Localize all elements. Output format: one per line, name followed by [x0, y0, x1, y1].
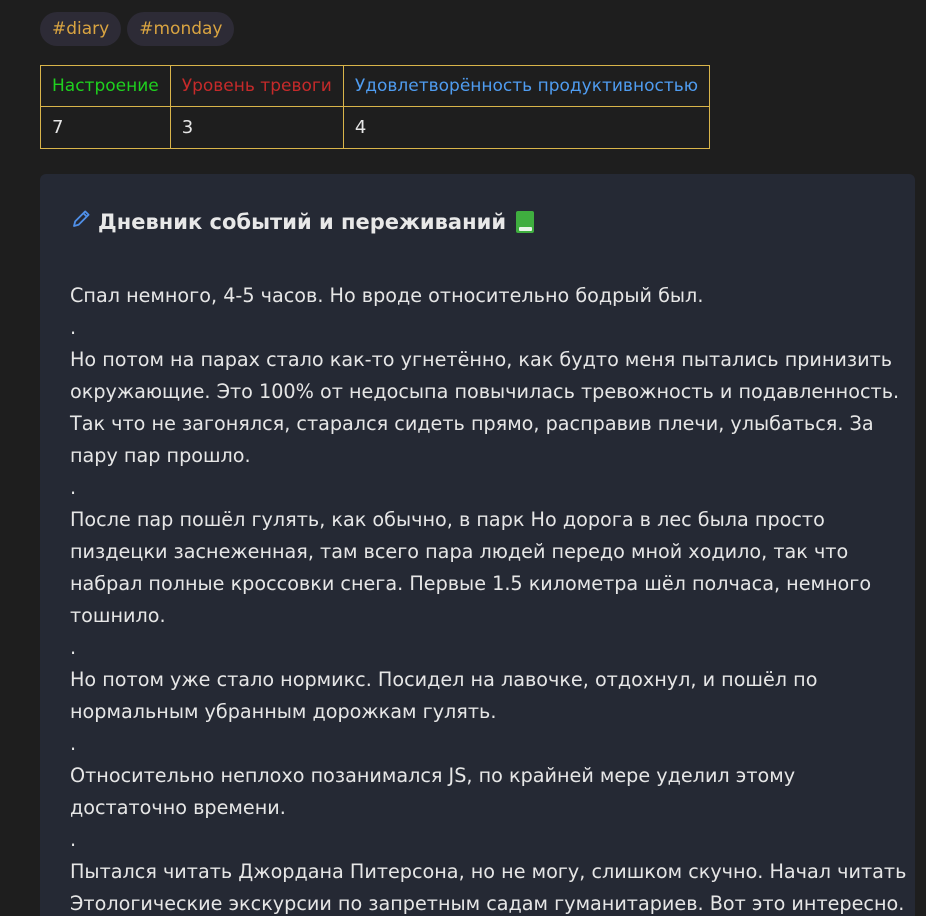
separator-dot: .: [70, 636, 77, 659]
diary-paragraph: Но потом уже стало нормикс. Посидел на лавочке, отдохнул, и пошёл по нормальным убранным дорожкам гулять.: [70, 668, 818, 723]
green-book-icon: [516, 211, 534, 233]
separator-dot: .: [70, 476, 77, 499]
diary-paragraph: Пытался читать Джордана Питерсона, но не могу, слишком скучно. Начал читать Этологические экскурсии по запретным садам гуманитариев. Вот это интересно.: [70, 860, 907, 915]
callout-body: [70, 280, 910, 916]
separator-dot: .: [70, 732, 77, 755]
diary-callout: [40, 174, 915, 916]
value-productivity-satisfaction[interactable]: 4: [343, 107, 709, 149]
diary-paragraph: После пар пошёл гулять, как обычно, в парк Но дорога в лес была просто пиздецки заснеженная, там всего пара людей передо мной ходило, так что набрал полные кроссовки снега. Первые 1.5 километра шёл полчаса, немного тошнило.: [70, 508, 872, 627]
header-anxiety-level: Уровень тревоги: [170, 66, 343, 107]
metrics-value-row: [41, 107, 710, 149]
callout-title: Дневник событий и переживаний: [98, 209, 507, 234]
diary-paragraph: Спал немного, 4-5 часов. Но вроде относительно бодрый был.: [70, 284, 704, 307]
tag-list: [40, 12, 234, 46]
callout-header[interactable]: [70, 208, 534, 235]
diary-paragraph: Но потом на парах стало как-то угнетённо, как будто меня пытались принизить окружающие. Это 100% от недосыпа повычилась тревожность и подавленность. Так что не загонялся, старался сидеть прямо, расправив плечи, улыбаться. За пару пар прошло.: [70, 348, 900, 467]
pencil-icon: [70, 208, 92, 235]
value-mood[interactable]: 7: [41, 107, 171, 149]
tag-diary[interactable]: #diary: [40, 12, 121, 46]
tag-monday[interactable]: #monday: [127, 12, 234, 46]
separator-dot: .: [70, 828, 77, 851]
header-mood: Настроение: [41, 66, 171, 107]
metrics-header-row: [41, 66, 710, 107]
metrics-table: [40, 65, 710, 149]
header-productivity-satisfaction: Удовлетворённость продуктивностью: [343, 66, 709, 107]
value-anxiety-level[interactable]: 3: [170, 107, 343, 149]
diary-paragraph: Относительно неплохо позанимался JS, по крайней мере уделил этому достаточно времени.: [70, 764, 796, 819]
separator-dot: .: [70, 316, 77, 339]
